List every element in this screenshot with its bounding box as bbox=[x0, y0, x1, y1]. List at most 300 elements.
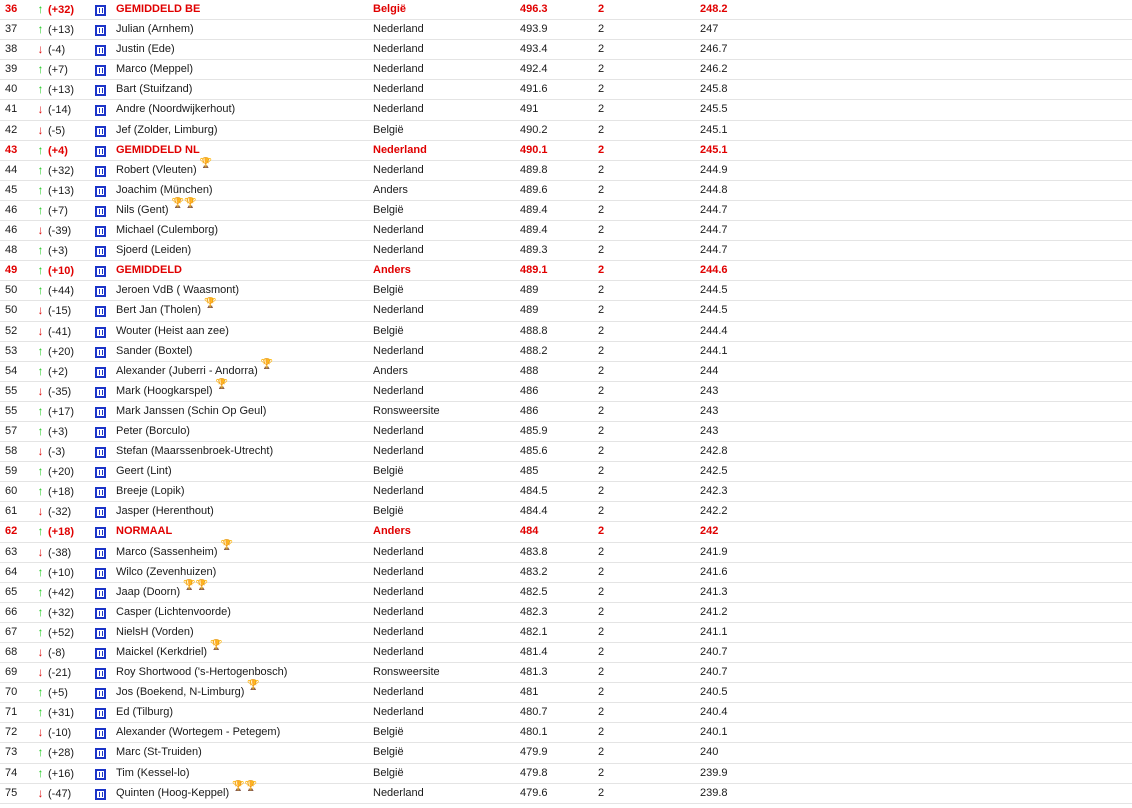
player-name[interactable]: Ed (Tilburg) bbox=[116, 706, 174, 719]
total-score: 491.6 bbox=[520, 83, 548, 96]
table-row bbox=[0, 703, 1132, 723]
player-card-icon[interactable] bbox=[95, 728, 106, 739]
total-score: 493.4 bbox=[520, 43, 548, 56]
player-card-icon[interactable] bbox=[95, 407, 106, 418]
player-name[interactable]: NielsH (Vorden) bbox=[116, 625, 194, 638]
table-row bbox=[0, 20, 1132, 40]
silver-trophy-icon: 🏆 bbox=[247, 680, 260, 692]
table-row bbox=[0, 522, 1132, 542]
rank-number: 67 bbox=[5, 625, 18, 638]
rank-number: 74 bbox=[5, 766, 18, 779]
total-score: 493.9 bbox=[520, 23, 548, 36]
total-score: 489.3 bbox=[520, 244, 548, 257]
player-name[interactable]: Roy Shortwood ('s-Hertogenbosch) bbox=[116, 666, 288, 679]
arrow-up-icon: ↑ bbox=[37, 745, 44, 760]
rank-number: 43 bbox=[5, 143, 18, 156]
trophies bbox=[232, 780, 258, 803]
player-name-cell bbox=[116, 241, 191, 260]
player-card-icon[interactable] bbox=[95, 65, 106, 76]
arrow-up-icon: ↑ bbox=[37, 464, 44, 479]
player-card-icon[interactable] bbox=[95, 648, 106, 659]
player-name[interactable]: Mark (Hoogkarspel) bbox=[116, 384, 213, 397]
table-row bbox=[0, 342, 1132, 362]
average-score: 243 bbox=[700, 404, 719, 417]
player-card-icon[interactable] bbox=[95, 668, 106, 679]
player-card-icon[interactable] bbox=[95, 286, 106, 297]
player-card-icon[interactable] bbox=[95, 126, 106, 137]
arrow-down-icon: ↓ bbox=[37, 645, 44, 659]
rank-delta: (+16) bbox=[48, 767, 74, 780]
player-name-cell bbox=[116, 539, 233, 562]
player-card-icon[interactable] bbox=[95, 427, 106, 438]
rank-number: 73 bbox=[5, 746, 18, 759]
player-name-cell bbox=[116, 100, 235, 119]
player-name[interactable]: Robert (Vleuten) bbox=[116, 163, 197, 176]
player-name-cell bbox=[116, 322, 229, 341]
table-row bbox=[0, 60, 1132, 80]
total-score: 491 bbox=[520, 103, 539, 116]
player-name[interactable]: Sander (Boxtel) bbox=[116, 344, 193, 357]
player-name[interactable]: Nils (Gent) bbox=[116, 203, 169, 216]
total-score: 489.1 bbox=[520, 264, 548, 277]
player-name[interactable]: Alexander (Juberri - Andorra) bbox=[116, 364, 258, 377]
average-score: 242.3 bbox=[700, 485, 728, 498]
table-row bbox=[0, 743, 1132, 763]
player-card-icon[interactable] bbox=[95, 306, 106, 317]
total-score: 486 bbox=[520, 384, 539, 397]
country: Nederland bbox=[373, 585, 424, 598]
games-played: 2 bbox=[598, 445, 605, 458]
games-played: 2 bbox=[598, 545, 605, 558]
arrow-up-icon: ↑ bbox=[37, 202, 44, 217]
player-card-icon[interactable] bbox=[95, 105, 106, 116]
average-score: 241.3 bbox=[700, 585, 728, 598]
rank-delta: (+18) bbox=[48, 526, 74, 539]
player-card-icon[interactable] bbox=[95, 45, 106, 56]
table-row bbox=[0, 442, 1132, 462]
games-played: 2 bbox=[598, 364, 605, 377]
player-name[interactable]: Stefan (Maarssenbroek-Utrecht) bbox=[116, 445, 274, 458]
games-played: 2 bbox=[598, 3, 605, 15]
rank-delta: (-4) bbox=[48, 44, 66, 57]
average-score: 244.8 bbox=[700, 183, 728, 196]
country: Nederland bbox=[373, 605, 424, 618]
player-name[interactable]: Maickel (Kerkdriel) bbox=[116, 646, 208, 658]
average-score: 242 bbox=[700, 525, 719, 538]
rank-number: 58 bbox=[5, 445, 18, 458]
rank-delta: (+4) bbox=[48, 144, 68, 157]
player-card-icon[interactable] bbox=[95, 748, 106, 759]
rank-delta: (-14) bbox=[48, 104, 72, 117]
silver-trophy-icon: 🏆 bbox=[232, 780, 245, 792]
arrow-up-icon: ↑ bbox=[37, 343, 44, 358]
country: Nederland bbox=[373, 565, 424, 578]
player-card-icon[interactable] bbox=[95, 588, 106, 599]
total-score: 489 bbox=[520, 304, 539, 317]
total-score: 490.1 bbox=[520, 143, 548, 156]
player-name[interactable]: Marc (St-Truiden) bbox=[116, 746, 202, 759]
rank-number: 65 bbox=[5, 585, 18, 598]
player-name[interactable]: Breeje (Lopik) bbox=[116, 485, 185, 498]
rank-delta: (+28) bbox=[48, 747, 74, 760]
player-name[interactable]: Tim (Kessel-lo) bbox=[116, 766, 190, 779]
bronze-trophy-icon: 🏆 bbox=[244, 780, 258, 792]
player-name[interactable]: GEMIDDELD NL bbox=[116, 143, 200, 156]
table-row bbox=[0, 623, 1132, 643]
arrow-up-icon: ↑ bbox=[37, 22, 44, 37]
average-score: 241.6 bbox=[700, 565, 728, 578]
table-row bbox=[0, 0, 1132, 20]
rank-delta: (-21) bbox=[48, 667, 72, 680]
table-row bbox=[0, 221, 1132, 241]
player-name[interactable]: Sjoerd (Leiden) bbox=[116, 244, 192, 257]
games-played: 2 bbox=[598, 23, 605, 36]
trophies bbox=[220, 539, 233, 562]
player-card-icon[interactable] bbox=[95, 206, 106, 217]
player-name[interactable]: Andre (Noordwijkerhout) bbox=[116, 103, 236, 116]
player-card-icon[interactable] bbox=[95, 568, 106, 579]
table-row bbox=[0, 378, 1132, 402]
arrow-down-icon: ↓ bbox=[37, 444, 44, 459]
gold-trophy-icon: 🏆 bbox=[220, 539, 233, 551]
arrow-up-icon: ↑ bbox=[37, 765, 44, 780]
rank-change bbox=[36, 221, 71, 240]
country: Anders bbox=[373, 364, 408, 377]
player-card-icon[interactable] bbox=[95, 447, 106, 458]
rank-delta: (-10) bbox=[48, 727, 72, 740]
player-name-cell bbox=[116, 197, 197, 220]
games-played: 2 bbox=[598, 625, 605, 638]
average-score: 243 bbox=[700, 384, 719, 397]
player-name[interactable]: Justin (Ede) bbox=[116, 43, 175, 56]
rank-number: 50 bbox=[5, 284, 18, 297]
rank-delta: (+52) bbox=[48, 626, 74, 639]
arrow-up-icon: ↑ bbox=[37, 584, 44, 599]
rank-delta: (+20) bbox=[48, 345, 74, 358]
player-card-icon[interactable] bbox=[95, 166, 106, 177]
total-score: 496.3 bbox=[520, 3, 548, 15]
arrow-up-icon: ↑ bbox=[37, 403, 44, 418]
country: Nederland bbox=[373, 163, 424, 176]
total-score: 479.6 bbox=[520, 786, 548, 799]
total-score: 486 bbox=[520, 404, 539, 417]
arrow-down-icon: ↓ bbox=[37, 303, 44, 318]
country: Nederland bbox=[373, 23, 424, 36]
table-row bbox=[0, 462, 1132, 482]
arrow-up-icon: ↑ bbox=[37, 423, 44, 438]
player-name[interactable]: Jef (Zolder, Limburg) bbox=[116, 123, 218, 136]
player-card-icon[interactable] bbox=[95, 5, 106, 16]
games-played: 2 bbox=[598, 264, 605, 277]
rank-number: 40 bbox=[5, 83, 18, 96]
arrow-up-icon: ↑ bbox=[37, 484, 44, 499]
player-card-icon[interactable] bbox=[95, 527, 106, 538]
rank-change bbox=[36, 683, 68, 702]
player-name[interactable]: Wilco (Zevenhuizen) bbox=[116, 565, 217, 578]
arrow-down-icon: ↓ bbox=[37, 102, 44, 117]
rank-change bbox=[36, 402, 74, 421]
player-name[interactable]: Quinten (Hoog-Keppel) bbox=[116, 786, 230, 799]
rank-delta: (-8) bbox=[48, 647, 66, 659]
player-name[interactable]: Bart (Stuifzand) bbox=[116, 83, 193, 96]
country: Nederland bbox=[373, 445, 424, 458]
player-name[interactable]: Jaap (Doorn) bbox=[116, 585, 181, 598]
total-score: 479.9 bbox=[520, 746, 548, 759]
player-card-icon[interactable] bbox=[95, 789, 106, 800]
rank-change bbox=[36, 322, 71, 341]
player-name[interactable]: Joachim (München) bbox=[116, 183, 213, 196]
silver-trophy-icon: 🏆 bbox=[171, 197, 185, 209]
total-score: 489 bbox=[520, 284, 539, 297]
games-played: 2 bbox=[598, 163, 605, 176]
average-score: 245.1 bbox=[700, 143, 728, 156]
games-played: 2 bbox=[598, 304, 605, 317]
player-card-icon[interactable] bbox=[95, 608, 106, 619]
average-score: 247 bbox=[700, 23, 719, 36]
average-score: 245.8 bbox=[700, 83, 728, 96]
arrow-up-icon: ↑ bbox=[37, 705, 44, 720]
player-card-icon[interactable] bbox=[95, 628, 106, 639]
total-score: 489.6 bbox=[520, 183, 548, 196]
player-card-icon[interactable] bbox=[95, 327, 106, 338]
player-name[interactable]: Jeroen VdB ( Waasmont) bbox=[116, 284, 240, 297]
table-row bbox=[0, 322, 1132, 342]
total-score: 484.5 bbox=[520, 485, 548, 498]
table-row bbox=[0, 482, 1132, 502]
country: Nederland bbox=[373, 143, 427, 156]
player-card-icon[interactable] bbox=[95, 487, 106, 498]
average-score: 240.7 bbox=[700, 646, 728, 658]
country: Nederland bbox=[373, 686, 424, 699]
games-played: 2 bbox=[598, 525, 605, 538]
rank-delta: (-35) bbox=[48, 385, 72, 398]
rank-number: 59 bbox=[5, 465, 18, 478]
player-name-cell bbox=[116, 579, 209, 602]
games-played: 2 bbox=[598, 384, 605, 397]
games-played: 2 bbox=[598, 63, 605, 76]
country: Nederland bbox=[373, 786, 424, 799]
silver-trophy-icon: 🏆 bbox=[210, 640, 223, 651]
total-score: 482.1 bbox=[520, 625, 548, 638]
player-name[interactable]: Michael (Culemborg) bbox=[116, 224, 219, 237]
player-name[interactable]: Casper (Lichtenvoorde) bbox=[116, 605, 231, 618]
table-row bbox=[0, 502, 1132, 522]
rank-change bbox=[36, 583, 74, 602]
rank-number: 70 bbox=[5, 686, 18, 699]
player-name[interactable]: GEMIDDELD BE bbox=[116, 3, 201, 15]
average-score: 240.4 bbox=[700, 706, 728, 719]
arrow-down-icon: ↓ bbox=[37, 42, 44, 57]
country: België bbox=[373, 123, 404, 136]
rank-change bbox=[36, 201, 68, 220]
player-name-cell bbox=[116, 261, 182, 280]
total-score: 484.4 bbox=[520, 505, 548, 518]
rank-number: 57 bbox=[5, 424, 18, 437]
rank-change bbox=[36, 0, 74, 19]
rank-delta: (+31) bbox=[48, 707, 74, 720]
arrow-down-icon: ↓ bbox=[37, 725, 44, 740]
rank-number: 37 bbox=[5, 23, 18, 36]
player-card-icon[interactable] bbox=[95, 146, 106, 157]
rank-change bbox=[36, 60, 68, 79]
table-row bbox=[0, 640, 1132, 663]
rank-delta: (+18) bbox=[48, 486, 74, 499]
total-score: 492.4 bbox=[520, 63, 548, 76]
player-card-icon[interactable] bbox=[95, 467, 106, 478]
player-card-icon[interactable] bbox=[95, 25, 106, 36]
player-name-cell bbox=[116, 743, 202, 762]
games-played: 2 bbox=[598, 686, 605, 699]
trophies bbox=[171, 197, 197, 220]
player-name-cell bbox=[116, 522, 172, 541]
rank-number: 46 bbox=[5, 203, 18, 216]
rank-change bbox=[36, 80, 74, 99]
rank-number: 41 bbox=[5, 103, 18, 116]
rank-change bbox=[36, 261, 74, 280]
arrow-up-icon: ↑ bbox=[37, 243, 44, 258]
rank-delta: (+44) bbox=[48, 285, 74, 298]
arrow-up-icon: ↑ bbox=[37, 685, 44, 700]
country: België bbox=[373, 505, 404, 518]
average-score: 246.2 bbox=[700, 63, 728, 76]
table-row bbox=[0, 197, 1132, 221]
rank-change bbox=[36, 502, 71, 521]
rank-delta: (-38) bbox=[48, 546, 72, 559]
rank-change bbox=[36, 743, 74, 762]
average-score: 244.7 bbox=[700, 203, 728, 216]
player-name[interactable]: GEMIDDELD bbox=[116, 264, 182, 277]
table-row bbox=[0, 121, 1132, 141]
rank-change bbox=[36, 462, 74, 481]
total-score: 490.2 bbox=[520, 123, 548, 136]
country: Nederland bbox=[373, 384, 424, 397]
arrow-up-icon: ↑ bbox=[37, 564, 44, 579]
player-card-icon[interactable] bbox=[95, 688, 106, 699]
rank-change bbox=[36, 20, 74, 39]
table-row bbox=[0, 764, 1132, 784]
player-name-cell bbox=[116, 680, 260, 702]
rank-change bbox=[36, 40, 65, 59]
table-row bbox=[0, 181, 1132, 201]
player-name-cell bbox=[116, 402, 266, 421]
rank-number: 50 bbox=[5, 304, 18, 317]
country: Ronsweersite bbox=[373, 404, 440, 417]
rank-change bbox=[36, 784, 71, 803]
total-score: 482.3 bbox=[520, 605, 548, 618]
games-played: 2 bbox=[598, 404, 605, 417]
country: Nederland bbox=[373, 43, 424, 56]
rank-change bbox=[36, 543, 71, 562]
games-played: 2 bbox=[598, 424, 605, 437]
rank-delta: (+32) bbox=[48, 606, 74, 619]
player-card-icon[interactable] bbox=[95, 507, 106, 518]
player-name-cell bbox=[116, 121, 217, 140]
rank-number: 42 bbox=[5, 123, 18, 136]
player-name[interactable]: Julian (Arnhem) bbox=[116, 23, 194, 36]
player-card-icon[interactable] bbox=[95, 769, 106, 780]
average-score: 241.9 bbox=[700, 545, 728, 558]
arrow-up-icon: ↑ bbox=[37, 182, 44, 197]
player-name-cell bbox=[116, 663, 287, 682]
total-score: 485.9 bbox=[520, 424, 548, 437]
rank-delta: (+5) bbox=[48, 687, 68, 700]
table-row bbox=[0, 80, 1132, 100]
player-name-cell bbox=[116, 442, 273, 461]
rank-delta: (+3) bbox=[48, 245, 68, 258]
player-name[interactable]: Jasper (Herenthout) bbox=[116, 505, 214, 518]
rank-change bbox=[36, 563, 74, 582]
arrow-up-icon: ↑ bbox=[37, 162, 44, 177]
player-name[interactable]: Marco (Meppel) bbox=[116, 63, 194, 76]
rank-number: 52 bbox=[5, 324, 18, 337]
player-name[interactable]: Jos (Boekend, N-Limburg) bbox=[116, 686, 245, 699]
player-name[interactable]: Alexander (Wortegem - Petegem) bbox=[116, 726, 281, 739]
total-score: 479.8 bbox=[520, 766, 548, 779]
player-name[interactable]: NORMAAL bbox=[116, 525, 173, 538]
player-name[interactable]: Geert (Lint) bbox=[116, 465, 172, 478]
games-played: 2 bbox=[598, 344, 605, 357]
player-card-icon[interactable] bbox=[95, 85, 106, 96]
rank-change bbox=[36, 281, 74, 300]
player-name[interactable]: Wouter (Heist aan zee) bbox=[116, 324, 229, 337]
rank-delta: (+2) bbox=[48, 365, 68, 378]
table-row bbox=[0, 539, 1132, 563]
country: België bbox=[373, 726, 404, 739]
player-name-cell bbox=[116, 20, 194, 39]
rank-change bbox=[36, 342, 74, 361]
player-name[interactable]: Marco (Sassenheim) bbox=[116, 545, 218, 558]
player-name-cell bbox=[116, 603, 231, 622]
player-card-icon[interactable] bbox=[95, 266, 106, 277]
rank-delta: (+42) bbox=[48, 586, 74, 599]
player-name-cell bbox=[116, 422, 190, 441]
rank-number: 72 bbox=[5, 726, 18, 739]
player-card-icon[interactable] bbox=[95, 708, 106, 719]
average-score: 245.5 bbox=[700, 103, 728, 116]
player-name-cell bbox=[116, 780, 258, 803]
player-card-icon[interactable] bbox=[95, 226, 106, 237]
total-score: 488.8 bbox=[520, 324, 548, 337]
player-name[interactable]: Mark Janssen (Schin Op Geul) bbox=[116, 404, 267, 417]
rank-delta: (-15) bbox=[48, 305, 72, 318]
rank-delta: (+17) bbox=[48, 405, 74, 418]
trophies bbox=[215, 378, 229, 401]
bronze-trophy-icon: 🏆 bbox=[203, 298, 217, 310]
player-card-icon[interactable] bbox=[95, 246, 106, 257]
player-name-cell bbox=[116, 703, 173, 722]
player-card-icon[interactable] bbox=[95, 367, 106, 378]
average-score: 244 bbox=[700, 364, 719, 377]
rank-delta: (+32) bbox=[48, 4, 74, 16]
rank-delta: (+32) bbox=[48, 164, 74, 177]
bronze-trophy-icon: 🏆 bbox=[184, 197, 197, 209]
average-score: 248.2 bbox=[700, 3, 728, 15]
rank-delta: (-32) bbox=[48, 506, 72, 519]
games-played: 2 bbox=[598, 666, 605, 679]
player-card-icon[interactable] bbox=[95, 548, 106, 559]
average-score: 242.8 bbox=[700, 445, 728, 458]
rank-change bbox=[36, 121, 65, 140]
player-name[interactable]: Bert Jan (Tholen) bbox=[116, 304, 201, 317]
total-score: 481 bbox=[520, 686, 539, 699]
player-card-icon[interactable] bbox=[95, 347, 106, 358]
player-card-icon[interactable] bbox=[95, 186, 106, 197]
rank-delta: (+13) bbox=[48, 24, 74, 37]
games-played: 2 bbox=[598, 123, 605, 136]
player-name[interactable]: Peter (Borculo) bbox=[116, 424, 190, 437]
player-card-icon[interactable] bbox=[95, 387, 106, 398]
rank-change bbox=[36, 100, 71, 119]
